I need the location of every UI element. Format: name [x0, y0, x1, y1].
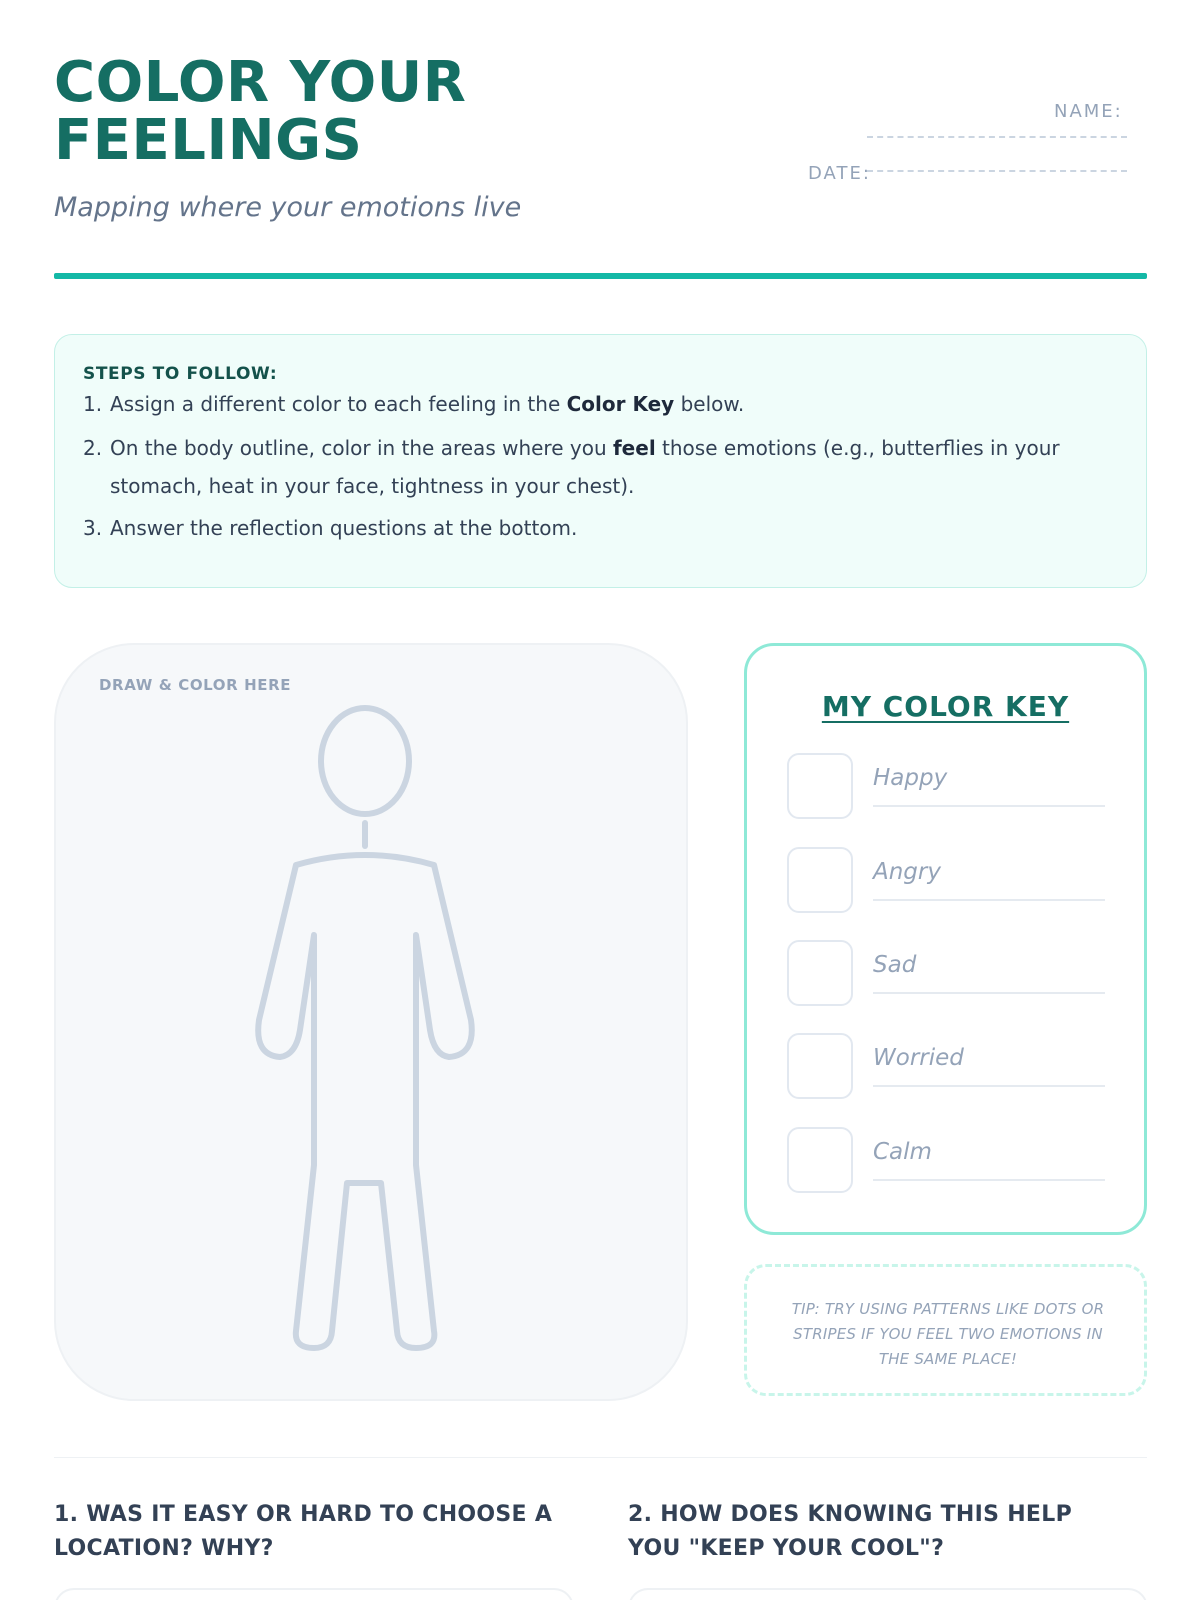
date-field[interactable]: [867, 170, 1127, 172]
color-key-row-worried: [787, 1033, 1107, 1099]
color-key-row-angry: [787, 847, 1107, 913]
date-label: DATE:: [808, 163, 871, 184]
answer-box-1[interactable]: [54, 1588, 574, 1600]
step-text: Assign a different color to each feeling in the Color Key below.: [110, 392, 745, 416]
step-number: 3.: [83, 516, 103, 540]
feeling-label: Sad: [873, 952, 917, 978]
color-key-row-sad: [787, 940, 1107, 1006]
color-key-row-happy: [787, 753, 1107, 819]
section-divider: [54, 1457, 1147, 1458]
feeling-underline: [873, 1179, 1105, 1181]
color-key-title: MY COLOR KEY: [821, 690, 1070, 723]
worksheet-page: [54, 0, 1147, 1600]
color-swatch[interactable]: [787, 1127, 853, 1193]
question-1: 1. WAS IT EASY OR HARD TO CHOOSE A LOCATION? WHY?: [54, 1502, 553, 1561]
steps-panel: [54, 334, 1147, 588]
step-text: On the body outline, color in the areas where you feel those emotions (e.g., butterflies in your stomach, heat in your face, tightness in your chest).: [110, 436, 1060, 498]
page-subtitle: Mapping where your emotions live: [54, 192, 522, 223]
drawing-area[interactable]: [54, 643, 688, 1401]
tip-box: [744, 1264, 1147, 1396]
page-title: COLOR YOUR FEELINGS: [54, 50, 467, 173]
color-swatch[interactable]: [787, 847, 853, 913]
feeling-underline: [873, 1085, 1105, 1087]
color-swatch[interactable]: [787, 940, 853, 1006]
body-outline-icon: [56, 645, 690, 1403]
color-key-row-calm: [787, 1127, 1107, 1193]
color-swatch[interactable]: [787, 1033, 853, 1099]
step-number: 2.: [83, 436, 103, 460]
steps-heading: STEPS TO FOLLOW:: [83, 364, 278, 384]
step-text: Answer the reflection questions at the bottom.: [110, 516, 578, 540]
answer-box-2[interactable]: [628, 1588, 1148, 1600]
name-field[interactable]: [867, 136, 1127, 138]
question-2: 2. HOW DOES KNOWING THIS HELP YOU "KEEP YOUR COOL"?: [628, 1502, 1072, 1561]
feeling-underline: [873, 899, 1105, 901]
feeling-underline: [873, 805, 1105, 807]
color-swatch[interactable]: [787, 753, 853, 819]
name-label: NAME:: [1054, 101, 1123, 122]
feeling-label: Worried: [873, 1045, 964, 1071]
tip-text: TIP: TRY USING PATTERNS LIKE DOTS OR STRIPES IF YOU FEEL TWO EMOTIONS IN THE SAME PLACE!: [791, 1300, 1105, 1368]
step-number: 1.: [83, 392, 103, 416]
color-key-panel: [744, 643, 1147, 1235]
drawing-label: DRAW & COLOR HERE: [99, 676, 292, 694]
feeling-label: Angry: [873, 859, 941, 885]
feeling-label: Happy: [873, 765, 948, 791]
feeling-underline: [873, 992, 1105, 994]
feeling-label: Calm: [873, 1139, 932, 1165]
header-divider: [54, 273, 1147, 279]
